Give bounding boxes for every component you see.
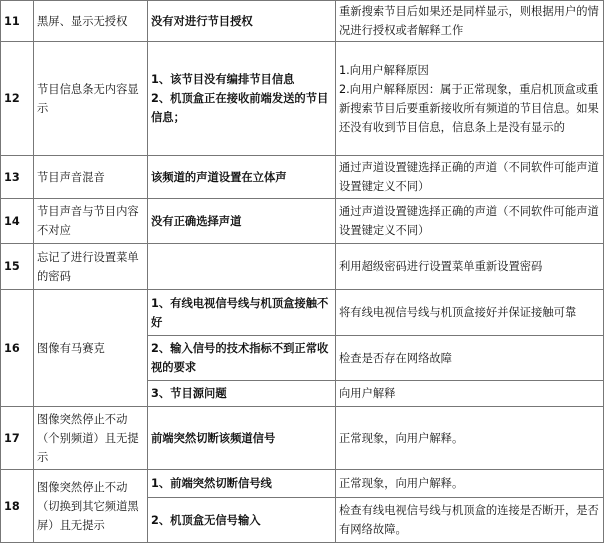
solution-line: 1.向用户解释原因 [339, 63, 429, 77]
symptom-cell: 忘记了进行设置菜单的密码 [34, 244, 148, 290]
table-row [1, 199, 604, 244]
symptom-cell: 图像有马赛克 [34, 290, 148, 407]
row-number: 15 [1, 244, 34, 290]
cause-cell: 2、输入信号的技术指标不到正常收视的要求 [148, 336, 336, 381]
table-row [1, 407, 604, 470]
cause-cell: 2、机顶盒无信号输入 [148, 498, 336, 543]
cause-line: 2、机顶盒正在接收前端发送的节目信息； [151, 92, 329, 124]
symptom-cell: 节目声音混音 [34, 156, 148, 199]
symptom-cell: 黑屏、显示无授权 [34, 1, 148, 42]
cause-cell [148, 244, 336, 290]
cause-cell: 1、有线电视信号线与机顶盒接触不好 [148, 290, 336, 336]
solution-cell: 将有线电视信号线与机顶盒接好并保证接触可靠 [336, 290, 604, 336]
symptom-cell: 图像突然停止不动（个别频道）且无提示 [34, 407, 148, 470]
row-number: 17 [1, 407, 34, 470]
solution-cell: 通过声道设置键选择正确的声道（不同软件可能声道设置键定义不同） [336, 156, 604, 199]
solution-cell: 检查是否存在网络故障 [336, 336, 604, 381]
solution-cell: 重新搜索节目后如果还是同样显示，则根据用户的情况进行授权或者解释工作 [336, 1, 604, 42]
cause-cell: 前端突然切断该频道信号 [148, 407, 336, 470]
solution-cell: 正常现象，向用户解释。 [336, 407, 604, 470]
row-number: 11 [1, 1, 34, 42]
symptom-cell: 节目信息条无内容显示 [34, 42, 148, 156]
cause-cell: 1、前端突然切断信号线 [148, 470, 336, 498]
cause-line: 1、该节目没有编排节目信息 [151, 73, 295, 86]
table-row [1, 470, 604, 498]
cause-cell: 3、节目源问题 [148, 381, 336, 407]
table-row [1, 42, 604, 156]
table-row [1, 1, 604, 42]
solution-cell [336, 42, 604, 156]
table-row [1, 244, 604, 290]
row-number: 13 [1, 156, 34, 199]
solution-line: 2.向用户解释原因：属于正常现象，重启机顶盒或重新搜索节目后要重新接收所有频道的节目信息。如果还没有收到节目信息，信息条上是没有显示的 [339, 82, 599, 134]
cause-cell: 没有正确选择声道 [148, 199, 336, 244]
solution-cell: 利用超级密码进行设置菜单重新设置密码 [336, 244, 604, 290]
table-row [1, 290, 604, 336]
row-number: 18 [1, 470, 34, 543]
solution-cell: 通过声道设置键选择正确的声道（不同软件可能声道设置键定义不同） [336, 199, 604, 244]
symptom-cell: 图像突然停止不动（切换到其它频道黑屏）且无提示 [34, 470, 148, 543]
cause-cell: 该频道的声道设置在立体声 [148, 156, 336, 199]
solution-cell: 向用户解释 [336, 381, 604, 407]
cause-cell [148, 42, 336, 156]
solution-cell: 检查有线电视信号线与机顶盒的连接是否断开，是否有网络故障。 [336, 498, 604, 543]
solution-cell: 正常现象，向用户解释。 [336, 470, 604, 498]
cause-cell: 没有对进行节目授权 [148, 1, 336, 42]
row-number: 14 [1, 199, 34, 244]
row-number: 16 [1, 290, 34, 407]
symptom-cell: 节目声音与节目内容不对应 [34, 199, 148, 244]
row-number: 12 [1, 42, 34, 156]
table-row [1, 156, 604, 199]
